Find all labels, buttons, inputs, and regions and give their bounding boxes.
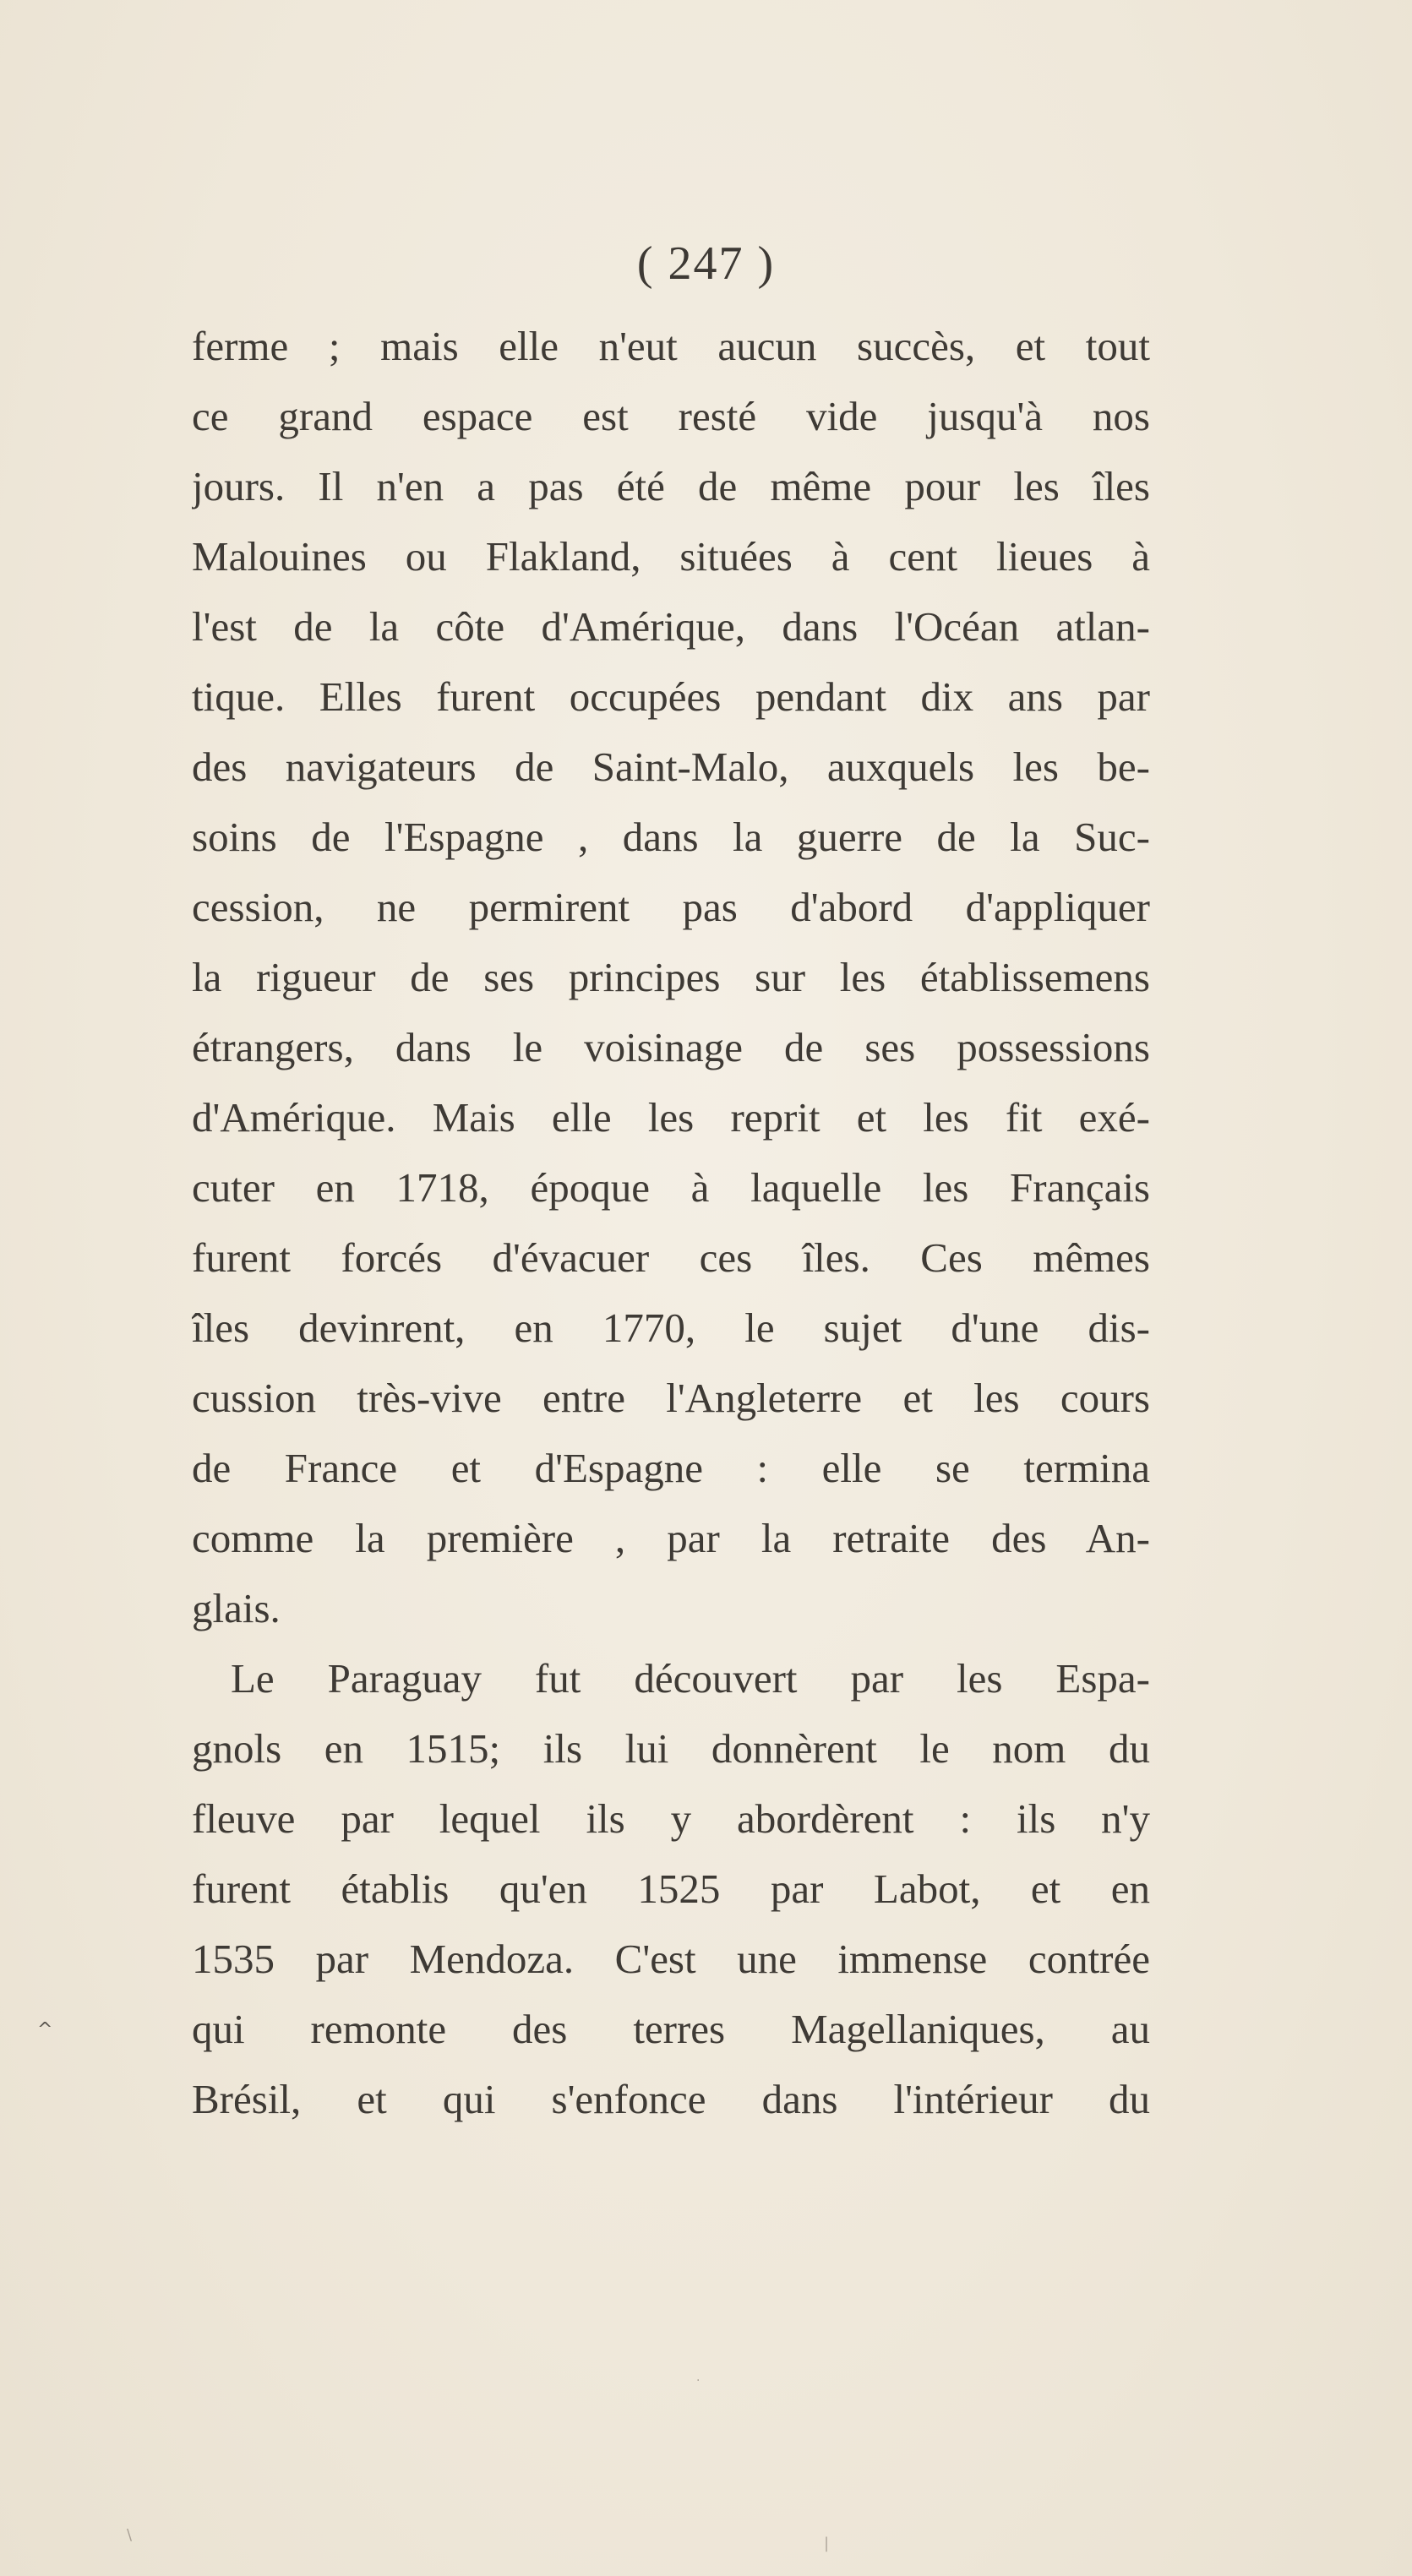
paper-speck: \ bbox=[127, 2526, 133, 2544]
text-line: la rigueur de ses principes sur les établissemens bbox=[192, 954, 1150, 1000]
text-line: îles devinrent, en 1770, le sujet d'une dis- bbox=[192, 1304, 1150, 1351]
text-line: de France et d'Espagne : elle se termina bbox=[192, 1445, 1150, 1491]
text-line: Brésil, et qui s'enfonce dans l'intérieur du bbox=[192, 2076, 1150, 2122]
paper-speck: | bbox=[824, 2535, 830, 2552]
text-line: l'est de la côte d'Amérique, dans l'Océan atlan- bbox=[192, 603, 1150, 650]
text-line: d'Amérique. Mais elle les reprit et les fit exé- bbox=[192, 1094, 1150, 1141]
text-line: comme la première , par la retraite des An- bbox=[192, 1515, 1150, 1561]
text-line: ferme ; mais elle n'eut aucun succès, et tout bbox=[192, 323, 1150, 369]
text-line: qui remonte des terres Magellaniques, au bbox=[192, 2006, 1150, 2052]
page-number: ( 247 ) bbox=[636, 237, 776, 290]
text-line: Malouines ou Flakland, situées à cent lieues à bbox=[192, 533, 1150, 580]
text-line: tique. Elles furent occupées pendant dix ans par bbox=[192, 673, 1150, 720]
margin-mark: ^ bbox=[37, 2019, 53, 2040]
text-line: furent forcés d'évacuer ces îles. Ces mêmes bbox=[192, 1234, 1150, 1281]
text-line: étrangers, dans le voisinage de ses possessions bbox=[192, 1024, 1150, 1070]
text-line: cession, ne permirent pas d'abord d'appliquer bbox=[192, 884, 1150, 930]
text-line: soins de l'Espagne , dans la guerre de la Suc- bbox=[192, 814, 1150, 860]
text-line: jours. Il n'en a pas été de même pour les îles bbox=[192, 463, 1150, 509]
text-line: 1535 par Mendoza. C'est une immense contrée bbox=[192, 1936, 1150, 1982]
paper-speck: · bbox=[696, 2374, 701, 2388]
text-line: Le Paraguay fut découvert par les Espa- bbox=[231, 1655, 1150, 1702]
text-line: cuter en 1718, époque à laquelle les Français bbox=[192, 1164, 1150, 1211]
text-line: fleuve par lequel ils y abordèrent : ils n'y bbox=[192, 1795, 1150, 1842]
text-line: des navigateurs de Saint-Malo, auxquels les be- bbox=[192, 743, 1150, 790]
text-line: glais. bbox=[192, 1585, 281, 1631]
text-line: furent établis qu'en 1525 par Labot, et en bbox=[192, 1865, 1150, 1912]
text-line: ce grand espace est resté vide jusqu'à nos bbox=[192, 393, 1150, 439]
text-line: gnols en 1515; ils lui donnèrent le nom du bbox=[192, 1725, 1150, 1772]
body-text bbox=[192, 311, 1150, 2134]
text-line: cussion très-vive entre l'Angleterre et les cours bbox=[192, 1375, 1150, 1421]
